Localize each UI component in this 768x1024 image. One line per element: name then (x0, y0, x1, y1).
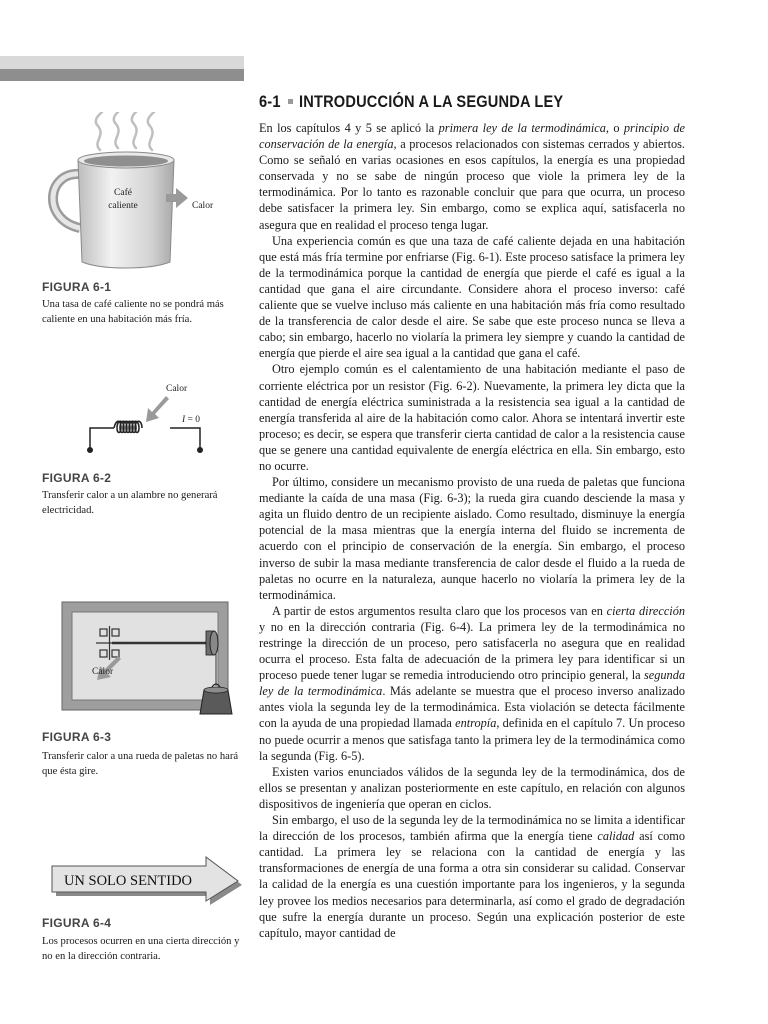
heat-label: Calor (92, 667, 114, 677)
text-run: . Más adelante se muestra que el proceso inverso analizado antes viola la segunda ley de la termodinámica. Esta violación se detecta fácilmente con la ayuda de una propiedad llamada (259, 684, 685, 731)
body-text (259, 120, 685, 941)
figure-6-2-wire-illustration (80, 378, 230, 458)
body-paragraph (259, 812, 685, 941)
pulley-icon (206, 631, 218, 655)
body-paragraph (259, 233, 685, 362)
body-paragraph (259, 120, 685, 233)
emphasized-term: principio de conservación de la energía (259, 121, 685, 152)
text-run: A partir de estos argumentos resulta claro que los procesos van en (272, 603, 607, 618)
heat-label: Calor (166, 384, 188, 394)
text-run: Existen varios enunciados válidos de la segunda ley de la termodinámica, dos de ellos se presentan y analizan posteriormente en este capítulo, en relación con algunos dispositivos de ingeniería que operan en ciclos. (259, 764, 685, 811)
text-run: En los capítulos 4 y 5 se aplicó la (259, 121, 439, 135)
figure-6-1-title: FIGURA 6-1 (42, 280, 112, 294)
figure-6-3-title: FIGURA 6-3 (42, 730, 112, 744)
figure-6-1-caption: Una tasa de café caliente no se pondrá más caliente en una habitación más fría. (42, 299, 224, 325)
section-number: 6-1 (259, 92, 281, 111)
emphasized-term: calidad (597, 829, 635, 844)
mug-body (78, 160, 174, 268)
emphasized-term: cierta dirección (606, 603, 685, 618)
body-paragraph (259, 474, 685, 603)
mug-label-line1: Café (114, 188, 132, 198)
current-label: I = 0 (182, 415, 201, 425)
steam-icon (96, 112, 154, 150)
terminal-dot (197, 447, 203, 453)
text-run: así como cantidad. La primera ley se relaciona con la cantidad de energía y las transformaciones de energía de una forma a otra sin considerar su calidad. Conservar la calidad de la energía es una cuestión importante para los ingenieros, y la segunda ley provee los medios necesarios para determinarla, así como el grado de degradación que sufre la energía durante un proceso. Según una explicación posterior de este capítulo, mayor cantidad de (259, 829, 685, 940)
section-heading (259, 92, 607, 112)
figure-6-4-one-way-arrow (50, 856, 245, 906)
mug-label-line2: caliente (108, 201, 138, 211)
figure-6-2-caption: Transferir calor a un alambre no generará electricidad. (42, 490, 218, 516)
text-run: , o (605, 121, 624, 135)
figure-6-1-mug-illustration (40, 112, 250, 277)
arrow-label: UN SOLO SENTIDO (63, 873, 193, 889)
coffee-surface (84, 156, 168, 167)
emphasized-term: segunda ley de la termodinámica (259, 668, 685, 699)
text-run: y no en la dirección contraria (Fig. 6-4). La primera ley de la termodinámica no restringe la dirección de un proceso, pero satisfacerla no asegura que en realidad ocurra el proceso. Esta falta de adecuación de la primera ley para identificar si un proceso puede tener lugar se remedia introduciendo otro principio general, la (259, 619, 685, 683)
body-paragraph (259, 361, 685, 474)
figure-6-2-title: FIGURA 6-2 (42, 471, 112, 485)
text-run: Sin embargo, el uso de la segunda ley de la termodinámica no se limita a identificar la dirección de los procesos, también afirma que la energía tiene (259, 813, 685, 844)
text-run: , definida en el capítulo 7. Un proceso no puede ocurrir a menos que satisfaga tanto la primera ley de la termodinámica como la segunda (Fig. 6-5). (259, 716, 685, 763)
emphasized-term: entropía (455, 716, 497, 731)
text-run: , a procesos relacionados con sistemas cerrados y abiertos. Como se señaló en varias ocasiones en esos capítulos, la energía es una propiedad conservada y no se sabe de ningún proceso que viole la primera ley de la termodinámica. Por lo tanto es razonable concluir que para que ocurra, un proceso debe satisfacer la primera ley. Sin embargo, como se explica aquí, satisfacerla no asegura que en realidad el proceso tenga lugar. (259, 137, 686, 232)
figure-sidebar (0, 0, 250, 1024)
hanging-mass-icon (190, 678, 240, 718)
text-run: Otro ejemplo común es el calentamiento de una habitación mediante el paso de corriente eléctrica por un resistor (Fig. 6-2). Nuevamente, la primera ley dicta que la cantidad de energía eléctrica suministrada a la resistencia sea igual a la cantidad de energía transferida al aire de la habitación como calor. Ahora se intentará invertir este proceso; es decir, se espera que transferir cierta cantidad de calor a la resistencia cause que se genere una cantidad equivalente de energía eléctrica en ella. Sin embargo, esto no ocurre. (259, 362, 685, 473)
figure-6-3-caption: Transferir calor a una rueda de paletas no hará que ésta gire. (42, 751, 239, 777)
coil-icon (114, 421, 142, 432)
heat-arrow-icon (146, 396, 169, 422)
heat-label: Calor (192, 201, 214, 211)
body-paragraph (259, 603, 685, 764)
emphasized-term: primera ley de la termodinámica (438, 121, 606, 135)
body-paragraph (259, 764, 685, 812)
text-run: Una experiencia común es que una taza de café caliente dejada en una habitación que está más fría termine por enfriarse (Fig. 6-1). Este proceso satisface la primera ley de la termodinámica porque la cantidad de energía que pierde el café es igual a la cantidad que gana el aire circundante. Considere ahora el proceso inverso: café caliente que se vuelve incluso más caliente en una habitación más fría como resultado de la transferencia de calor desde el aire. Se sabe que este proceso nunca se lleva a cabo; sin embargo, hacerlo no violaría la primera ley siempre y cuando la cantidad de energía que pierde el aire sea igual a la cantidad que gana el café. (259, 233, 685, 361)
figure-6-4-caption: Los procesos ocurren en una cierta dirección y no en la dirección contraria. (42, 936, 240, 962)
figure-6-4-title: FIGURA 6-4 (42, 916, 112, 930)
circuit-wire (170, 428, 200, 450)
section-title: INTRODUCCIÓN A LA SEGUNDA LEY (299, 92, 564, 111)
terminal-dot (87, 447, 93, 453)
heading-bullet-icon (288, 99, 293, 104)
circuit-wire (90, 428, 114, 450)
text-run: Por último, considere un mecanismo provisto de una rueda de paletas que funciona mediante la caída de una masa (Fig. 6-3); la rueda gira cuando desciende la masa y agita un fluido dentro de un recipiente aislado. Como resultado, disminuye la energía potencial de la masa mientras que la energía interna del fluido se incrementa de acuerdo con el principio de conservación de la energía. Sin embargo, el proceso inverso de subir la masa mediante transferencia de calor desde el fluido a la rueda de paletas no ocurre en la naturaleza, aunque hacerlo no violaría la primera ley de la termodinámica. (259, 475, 685, 602)
